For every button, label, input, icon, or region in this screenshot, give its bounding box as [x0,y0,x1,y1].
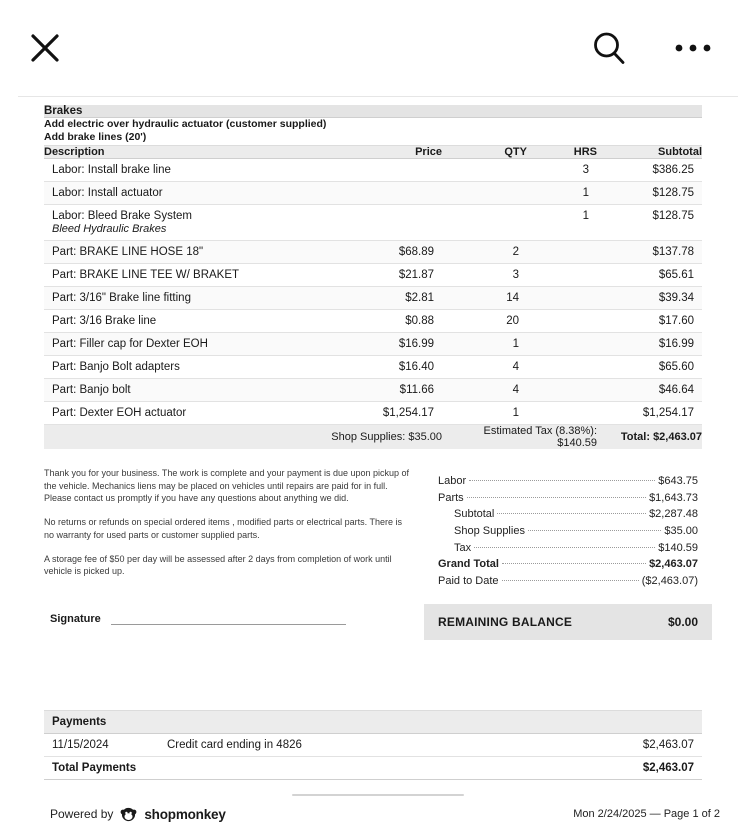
summary-line-dots [467,497,646,498]
table-row [44,286,702,309]
line-item-price: $1,254.17 [342,401,442,424]
line-item-subtotal: $16.99 [597,332,702,355]
summary-line [438,523,698,540]
line-item-qty [442,181,527,204]
line-item-description: Part: Banjo bolt [44,378,342,401]
summary-line-dots [502,563,646,564]
line-items-table [44,105,702,449]
line-item-hrs [527,263,597,286]
column-header-description: Description [44,145,342,158]
line-item-subtotal: $17.60 [597,309,702,332]
section-header-row [44,105,702,118]
document-footer [44,806,734,823]
line-item-price [342,158,442,181]
line-item-hrs [527,378,597,401]
line-item-price: $16.99 [342,332,442,355]
summary-line-dots [502,580,639,581]
summary-line-value: $35.00 [664,525,698,538]
powered-by-label: Powered by [50,807,114,822]
line-item-price: $68.89 [342,240,442,263]
line-item-qty: 14 [442,286,527,309]
line-item-hrs [527,332,597,355]
line-item-description: Part: Dexter EOH actuator [44,401,342,424]
more-options-button[interactable] [674,42,712,54]
terms-section [44,467,424,640]
signature-line[interactable] [111,612,346,625]
summary-line-value: $2,287.48 [649,508,698,521]
brand-name: shopmonkey [144,806,226,822]
line-item-subtotal: $46.64 [597,378,702,401]
line-item-subtotal: $65.61 [597,263,702,286]
line-item-hrs: 1 [527,181,597,204]
section-note-1: Add electric over hydraulic actuator (customer supplied) [44,118,327,130]
summary-line-label: Shop Supplies [454,525,525,538]
line-item-description: Labor: Install brake line [44,158,342,181]
line-item-qty: 1 [442,332,527,355]
estimated-tax-total: Estimated Tax (8.38%): $140.59 [442,424,597,449]
line-item-hrs [527,286,597,309]
table-row [44,401,702,424]
line-item-subtotal: $39.34 [597,286,702,309]
terms-paragraph-2: No returns or refunds on special ordered items , modified parts or electrical parts. There is no warranty for used parts or customer supplied parts. [44,517,402,540]
table-totals-row [44,424,702,449]
line-item-hrs [527,309,597,332]
line-item-price: $0.88 [342,309,442,332]
summary-line-label: Paid to Date [438,575,499,588]
section-title: Brakes [44,105,702,118]
summary-box [424,467,712,598]
payment-row [44,733,702,756]
payments-table [44,710,702,780]
summary-line [438,473,698,490]
table-row [44,378,702,401]
line-item-qty: 4 [442,378,527,401]
summary-line-dots [474,547,655,548]
payments-header-label: Payments [44,710,702,733]
page-meta: Mon 2/24/2025 — Page 1 of 2 [573,808,720,821]
line-item-price [342,204,442,240]
payments-total-row [44,756,702,779]
monkey-logo-icon [120,806,137,823]
terms-paragraph-1: Thank you for your business. The work is complete and your payment is due upon pickup of the vehicle. Mechanics liens may be placed on vehicles until repairs are paid for in full. Please contact us promptly if you have any questions about anything we did. [44,467,410,504]
column-header-subtotal: Subtotal [597,145,702,158]
line-item-price: $16.40 [342,355,442,378]
summary-line [438,540,698,557]
line-item-description: Part: Filler cap for Dexter EOH [44,332,342,355]
summary-line-dots [469,480,655,481]
line-item-description: Part: BRAKE LINE TEE W/ BRAKET [44,263,342,286]
home-indicator [292,794,464,796]
line-item-subtotal: $137.78 [597,240,702,263]
payments-total-label: Total Payments [44,756,572,779]
signature-label: Signature [50,613,101,626]
table-row [44,204,702,240]
summary-line-label: Tax [454,541,472,554]
line-item-price: $11.66 [342,378,442,401]
summary-line [438,556,698,573]
table-row [44,309,702,332]
payment-method: Credit card ending in 4826 [159,733,572,756]
summary-line-dots [497,513,646,514]
line-item-description: Part: BRAKE LINE HOSE 18" [44,240,342,263]
line-item-price: $21.87 [342,263,442,286]
search-button[interactable] [590,29,628,67]
line-item-description: Part: 3/16" Brake line fitting [44,286,342,309]
search-icon [590,29,628,67]
line-item-subdescription: Bleed Hydraulic Brakes [52,222,167,235]
summary-line [438,506,698,523]
summary-line-label: Labor [438,474,467,487]
top-app-bar [0,0,738,96]
line-item-price [342,181,442,204]
column-header-qty: QTY [442,145,527,158]
table-row [44,240,702,263]
line-item-subtotal: $65.60 [597,355,702,378]
summary-line-dots [528,530,661,531]
table-grand-total: Total: $2,463.07 [597,424,702,449]
line-item-qty: 1 [442,401,527,424]
summary-line-label: Grand Total [438,558,499,571]
line-item-subtotal: $128.75 [597,204,702,240]
line-item-qty [442,204,527,240]
line-item-subtotal: $128.75 [597,181,702,204]
brand-block [50,806,226,823]
summary-section [424,467,712,640]
line-item-qty: 4 [442,355,527,378]
remaining-balance-bar [424,604,712,640]
section-notes-row [44,118,702,146]
close-button[interactable] [28,31,62,65]
line-item-subtotal: $1,254.17 [597,401,702,424]
payments-total-amount: $2,463.07 [572,756,702,779]
payment-date: 11/15/2024 [44,733,159,756]
summary-line [438,490,698,507]
line-item-price: $2.81 [342,286,442,309]
line-item-hrs [527,355,597,378]
column-header-hrs: HRS [527,145,597,158]
line-item-subtotal: $386.25 [597,158,702,181]
remaining-balance-value: $0.00 [667,614,698,629]
line-item-description: Labor: Bleed Brake System Bleed Hydraulic Brakes [44,204,342,240]
table-row [44,181,702,204]
summary-line-value: $140.59 [658,541,698,554]
payment-amount: $2,463.07 [572,733,702,756]
line-item-qty: 2 [442,240,527,263]
line-item-description: Part: Banjo Bolt adapters [44,355,342,378]
section-note-2: Add brake lines (20') [44,131,147,144]
line-item-description: Labor: Install actuator [44,181,342,204]
summary-line [438,573,698,590]
payments-header-row [44,710,702,733]
table-row [44,158,702,181]
terms-paragraph-3: A storage fee of $50 per day will be assessed after 2 days from completion of work until vehicle is picked up. [44,553,392,577]
line-item-hrs: 3 [527,158,597,181]
line-item-hrs [527,240,597,263]
column-header-price: Price [342,145,442,158]
shop-supplies-total: Shop Supplies: $35.00 [44,424,442,449]
summary-line-label: Parts [438,491,464,504]
table-row [44,332,702,355]
line-item-qty: 20 [442,309,527,332]
line-item-qty [442,158,527,181]
payments-body [44,733,702,756]
summary-line-value: $643.75 [658,474,698,487]
line-item-description: Part: 3/16 Brake line [44,309,342,332]
terms-and-summary-block [44,467,724,640]
summary-line-label: Subtotal [454,508,495,521]
invoice-document-page[interactable] [18,96,738,822]
remaining-balance-label: REMAINING BALANCE [438,614,573,629]
more-options-icon [674,42,712,54]
summary-line-value: ($2,463.07) [641,575,698,588]
line-item-hrs [527,401,597,424]
line-item-qty: 3 [442,263,527,286]
payments-section [44,710,702,780]
summary-line-value: $1,643.73 [649,491,698,504]
table-row [44,263,702,286]
line-item-hrs: 1 [527,204,597,240]
close-icon [28,31,62,65]
line-items-body [44,158,702,424]
table-row [44,355,702,378]
column-header-row [44,145,702,158]
summary-line-value: $2,463.07 [649,558,698,571]
signature-area [44,612,410,625]
